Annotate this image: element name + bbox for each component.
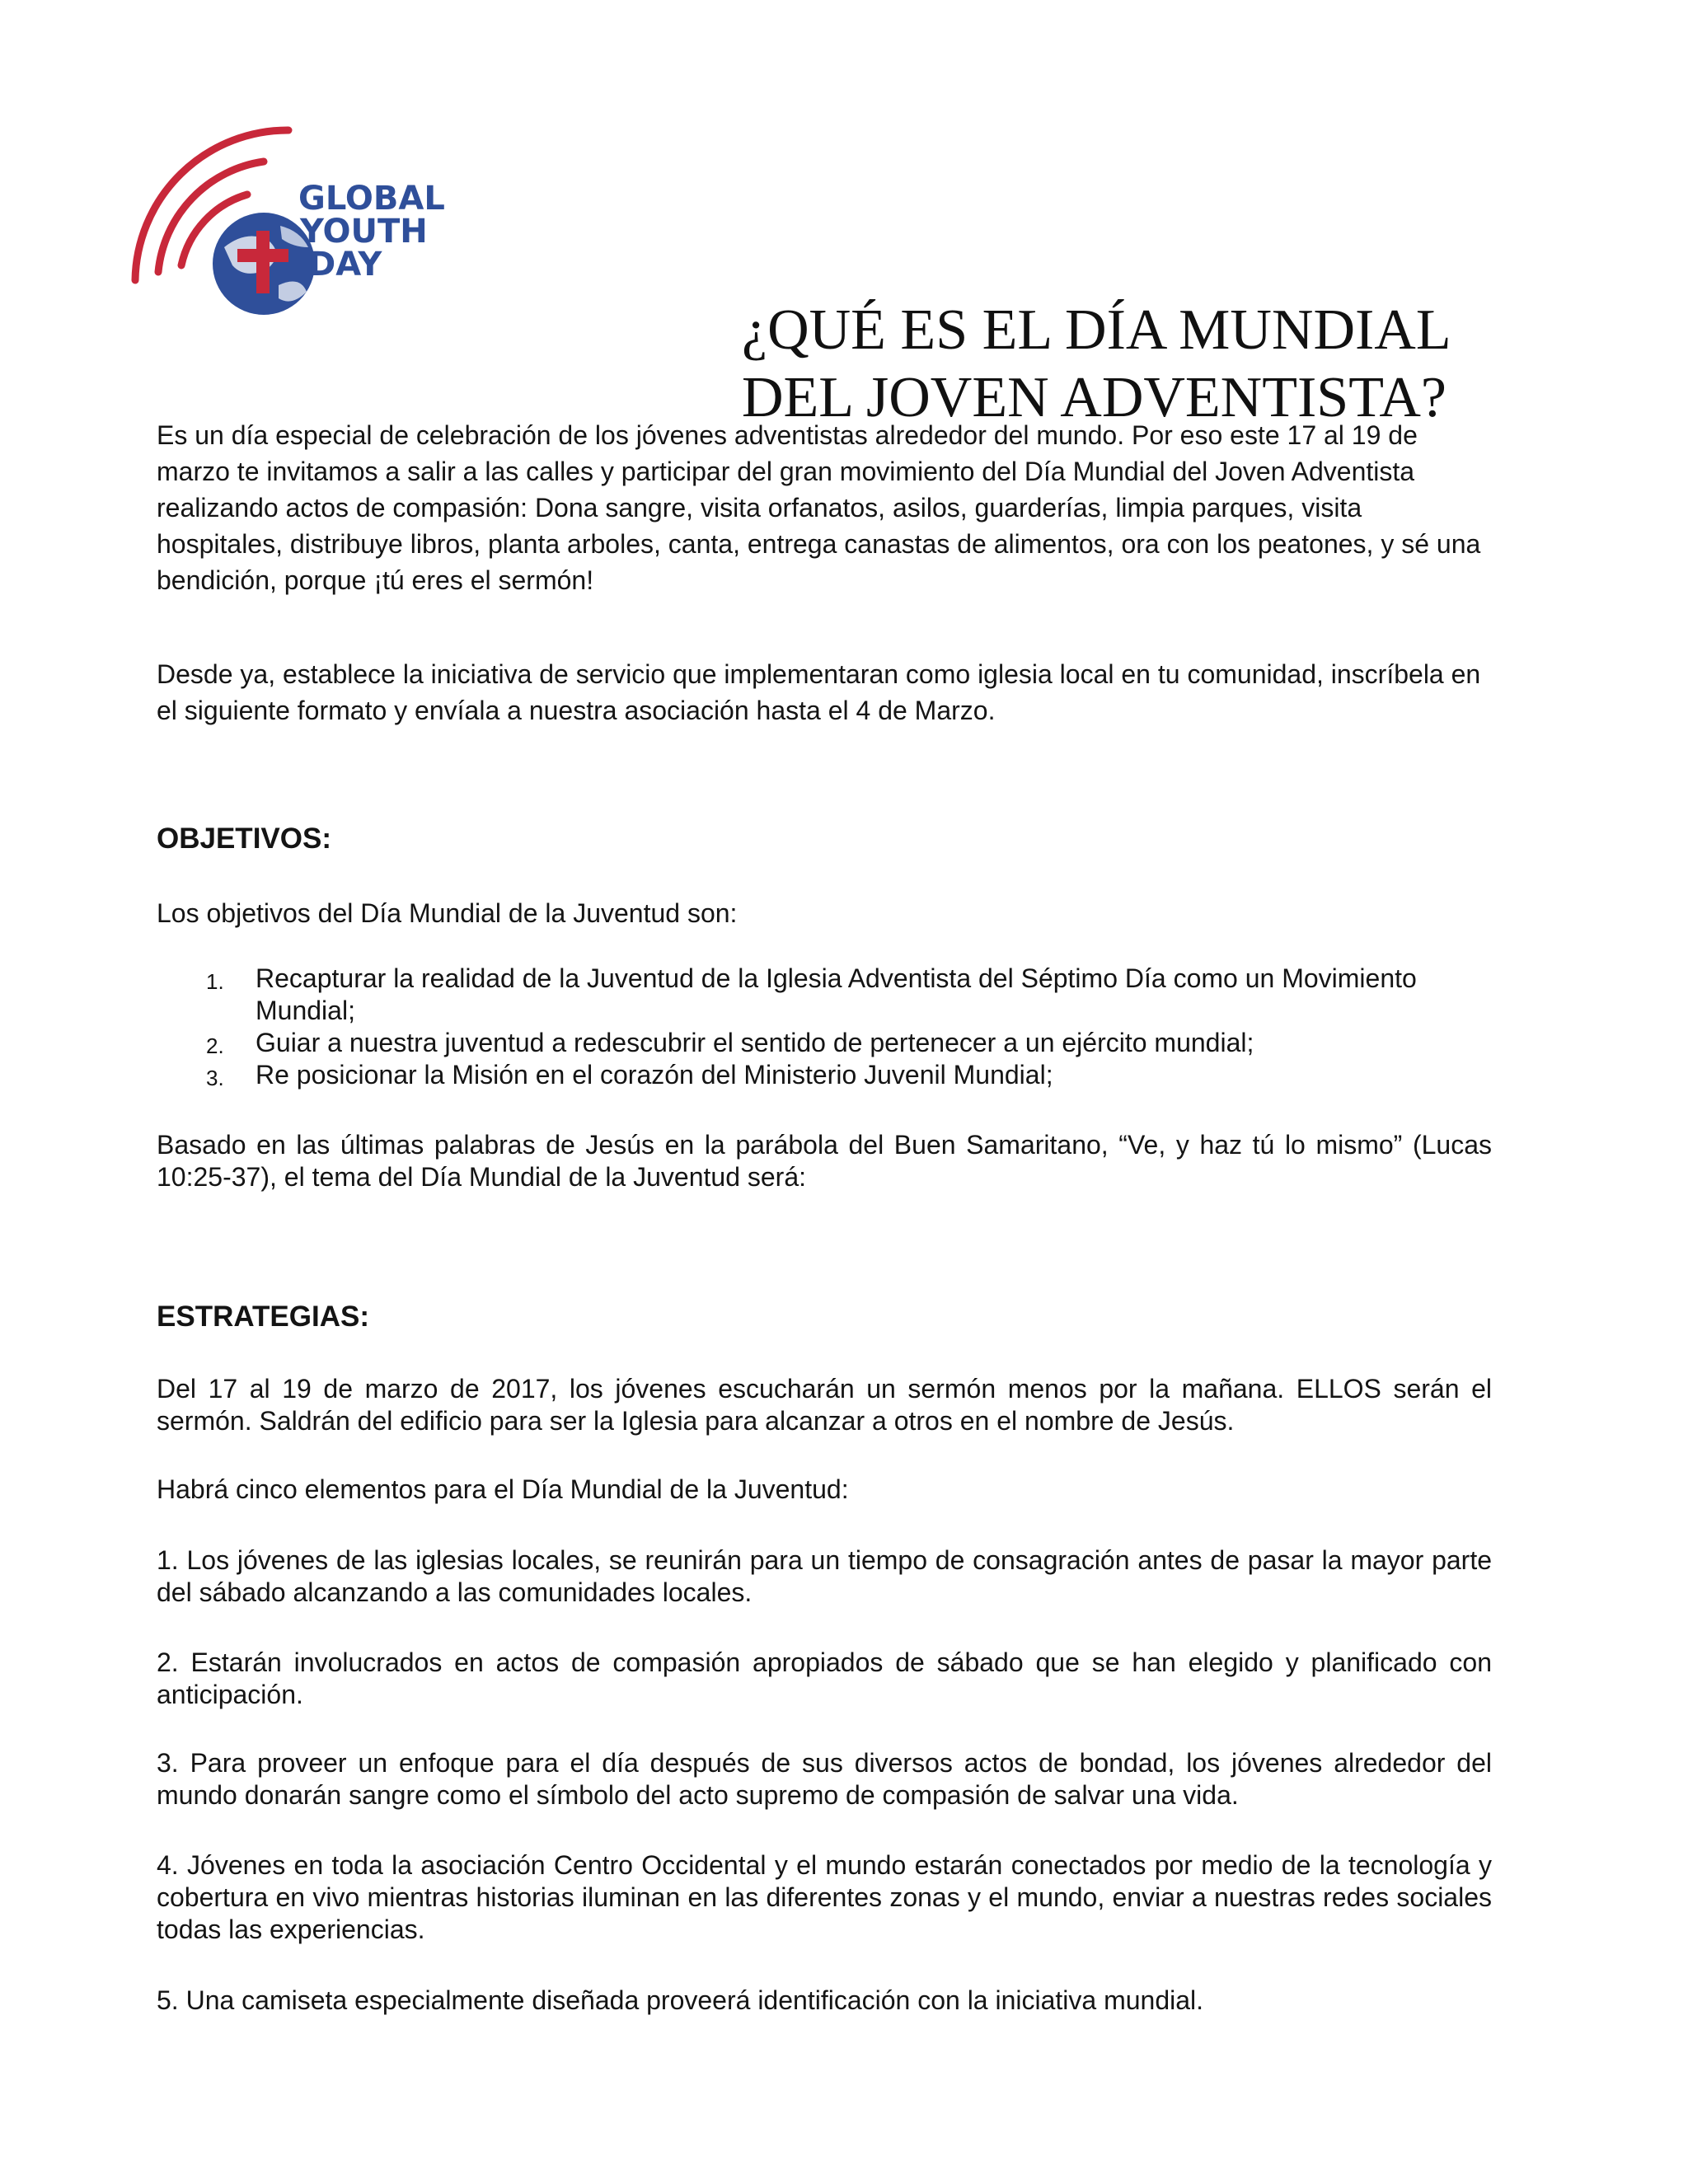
list-item (157, 963, 1492, 1027)
estrategias-paragraph-1: Del 17 al 19 de marzo de 2017, los jóvenes escucharán un sermón menos por la mañana. ELLOS serán el sermón. Saldrán del edificio para ser la Iglesia para alcanzar a otros en el nombre de Jesús. (157, 1374, 1492, 1436)
title-line-1: ¿QUÉ ES EL DÍA MUNDIAL (742, 298, 1451, 362)
intro-paragraph-2: Desde ya, establece la iniciativa de servicio que implementaran como iglesia local en tu comunidad, inscríbela en el siguiente formato y envíala a nuestra asociación hasta el 4 de Marzo. (157, 659, 1481, 725)
list-item-text: Re posicionar la Misión en el corazón del Ministerio Juvenil Mundial; (256, 1060, 1053, 1090)
estrategia-element-2: 2. Estarán involucrados en actos de compasión apropiados de sábado que se han elegido y planificado con anticipación. (157, 1647, 1492, 1709)
list-item-number: 1. (206, 969, 224, 994)
title-line-2: DEL JOVEN ADVENTISTA? (742, 366, 1447, 429)
list-item-number: 3. (206, 1066, 224, 1090)
objetivos-heading: OBJETIVOS: (157, 823, 331, 855)
objetivos-lead: Los objetivos del Día Mundial de la Juventud son: (157, 898, 738, 928)
estrategias-heading: ESTRATEGIAS: (157, 1301, 369, 1333)
estrategia-element-4: 4. Jóvenes en toda la asociación Centro Occidental y el mundo estarán conectados por medio de la tecnología y cobertura en vivo mientras historias iluminan en las diferentes zonas y el mundo, enviar a nuestras redes sociales todas las experiencias. (157, 1850, 1492, 1944)
list-item-text: Guiar a nuestra juventud a redescubrir el sentido de pertenecer a un ejército mundial; (256, 1028, 1254, 1057)
global-youth-day-logo (124, 124, 453, 321)
intro-paragraph-1: Es un día especial de celebración de los jóvenes adventistas alrededor del mundo. Por eso este 17 al 19 de marzo te invitamos a salir a las calles y participar del gran movimiento del Día Mundial del Joven Adventista realizando actos de compasión: Dona sangre, visita orfanatos, asilos, guarderías, limpia parques, visita hospitales, distribuye libros, planta arboles, canta, entrega canastas de alimentos, ora con los peatones, y sé una bendición, porque ¡tú eres el sermón! (157, 420, 1481, 595)
list-item-text: Recapturar la realidad de la Juventud de la Iglesia Adventista del Séptimo Día como un Movimiento Mundial; (256, 963, 1417, 1025)
estrategia-element-3: 3. Para proveer un enfoque para el día después de sus diversos actos de bondad, los jóvenes alrededor del mundo donarán sangre como el símbolo del acto supremo de compasión de salvar una vida. (157, 1748, 1492, 1810)
objetivos-closing: Basado en las últimas palabras de Jesús en la parábola del Buen Samaritano, “Ve, y haz tú lo mismo” (Lucas 10:25-37), el tema del Día Mundial de la Juventud será: (157, 1130, 1492, 1192)
estrategia-element-5: 5. Una camiseta especialmente diseñada proveerá identificación con la iniciativa mundial. (157, 1985, 1204, 2015)
list-item (157, 1059, 1492, 1091)
estrategias-paragraph-2: Habrá cinco elementos para el Día Mundial de la Juventud: (157, 1474, 849, 1504)
objetivos-list (157, 963, 1492, 1091)
logo-graphic (124, 124, 453, 321)
list-item (157, 1027, 1492, 1059)
logo-text-day: DAY (308, 246, 382, 284)
estrategia-element-1: 1. Los jóvenes de las iglesias locales, se reunirán para un tiempo de consagración antes de pasar la mayor parte del sábado alcanzando a las comunidades locales. (157, 1545, 1492, 1607)
logo-text-global: GLOBAL (298, 180, 445, 218)
logo-cross-horizontal (237, 249, 288, 262)
page-title (742, 297, 1566, 432)
list-item-number: 2. (206, 1033, 224, 1058)
logo-text-youth: YOUTH (300, 213, 428, 251)
